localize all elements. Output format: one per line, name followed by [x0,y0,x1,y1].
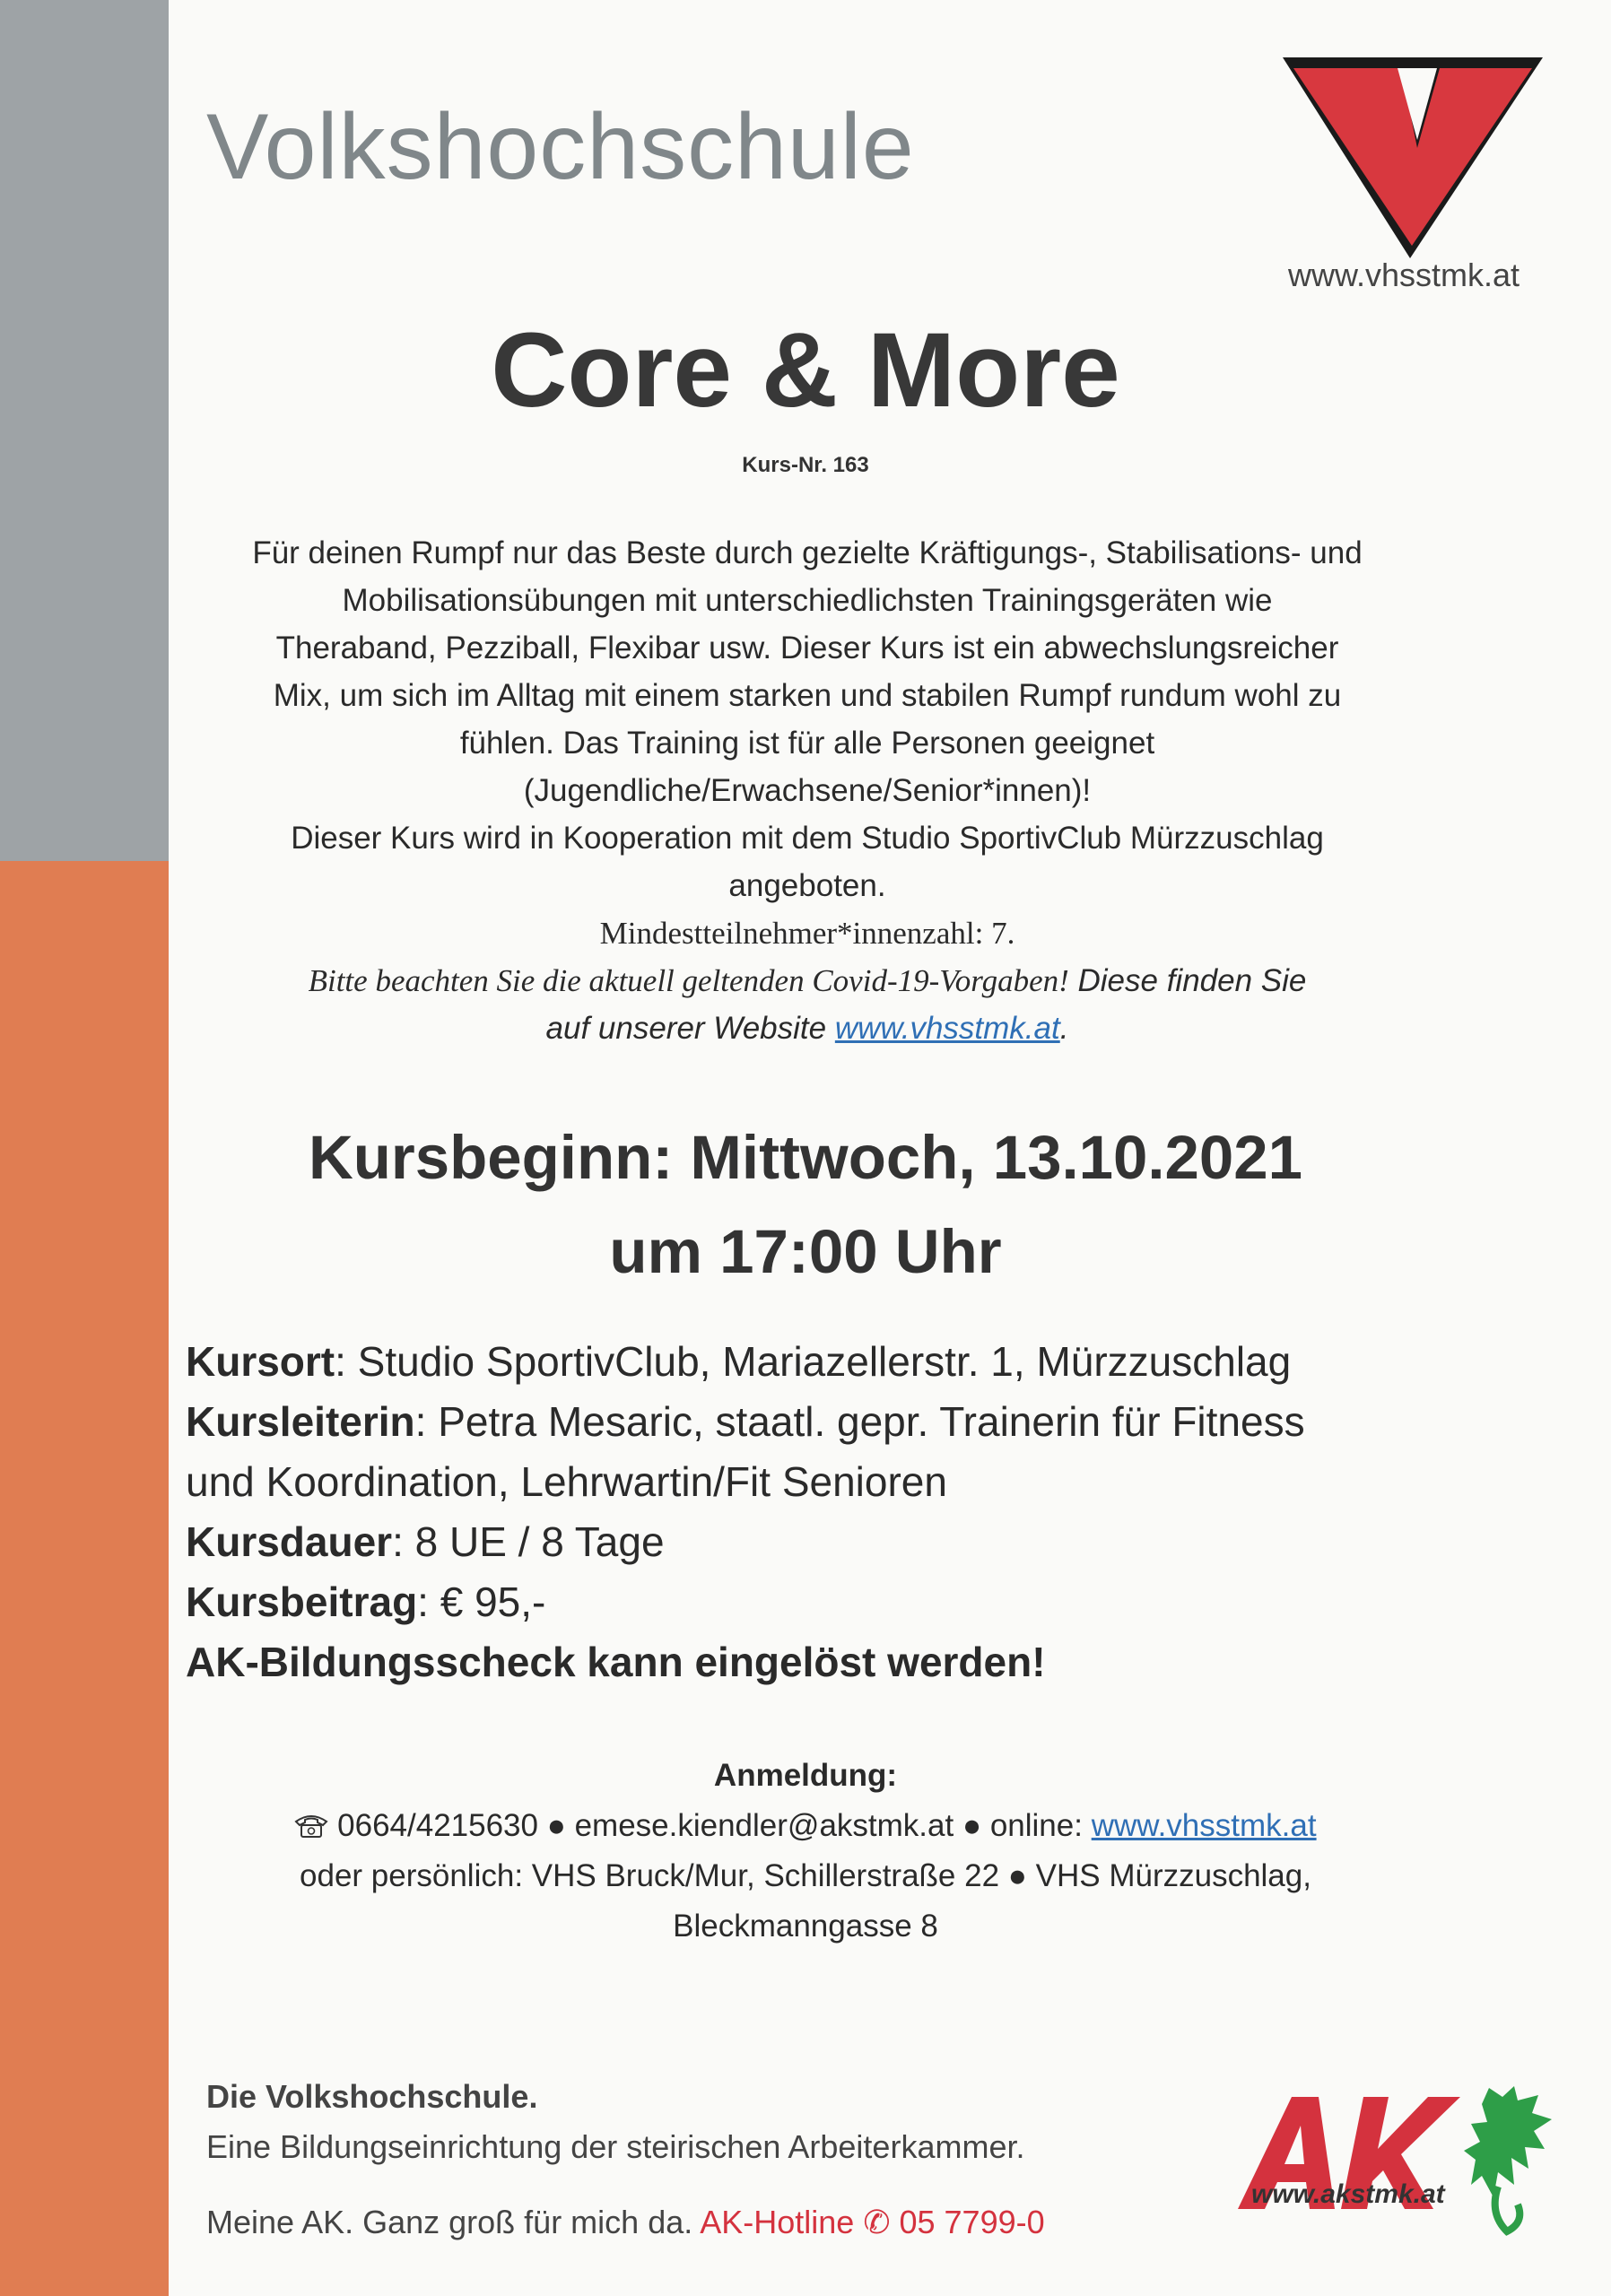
logo-url: www.vhsstmk.at [1288,257,1520,293]
course-title: Core & More [491,311,1120,430]
slogan-text: Meine AK. Ganz groß für mich da. [206,2204,701,2240]
description-line: Mix, um sich im Alltag mit einem starken und stabilen Rumpf rundum wohl zu [273,678,1342,713]
detail-value: : Petra Mesaric, staatl. gepr. Trainerin für Fitness [414,1398,1305,1445]
covid-note-sans: Diese finden Sie [1068,963,1307,998]
footer-heading: Die Volkshochschule. [206,2078,538,2115]
vhs-triangle-logo-icon [1283,54,1543,260]
phone-icon [294,1813,328,1839]
separator: ● [954,1808,990,1843]
registration-heading: Anmeldung: [713,1758,898,1793]
registration-contacts [0,1801,1611,1851]
voucher-text: AK-Bildungsscheck kann eingelöst werden! [186,1639,1046,1685]
brand-title: Volkshochschule [206,95,915,199]
course-start-time: um 17:00 Uhr [609,1217,1002,1286]
online-label: online: [989,1808,1092,1843]
detail-instructor [186,1392,1531,1452]
description-line: Für deinen Rumpf nur das Beste durch gezielte Kräftigungs-, Stabilisations- und [252,535,1363,570]
email-address[interactable]: emese.kiendler@akstmk.at [574,1808,954,1843]
detail-label: Kursleiterin [186,1398,415,1445]
ak-url: www.akstmk.at [1251,2179,1445,2209]
detail-value: : € 95,- [417,1578,546,1625]
detail-value: : 8 UE / 8 Tage [392,1518,665,1565]
description-line: Dieser Kurs wird in Kooperation mit dem Studio SportivClub Mürzzuschlag [291,821,1324,856]
covid-prefix: auf unserer Website [545,1011,835,1046]
footer [206,2072,1045,2248]
detail-label: Kursort [186,1338,335,1385]
separator: ● [537,1808,575,1843]
ak-logo-icon [1229,2079,1565,2249]
registration-address: Bleckmanngasse 8 [673,1909,938,1944]
description-line: angeboten. [728,868,886,903]
detail-label: Kursbeitrag [186,1578,418,1625]
covid-suffix: . [1059,1011,1069,1046]
detail-duration [186,1512,1531,1572]
detail-label: Kursdauer [186,1518,393,1565]
course-start-date: Kursbeginn: Mittwoch, 13.10.2021 [308,1123,1303,1192]
detail-value: : Studio SportivClub, Mariazellerstr. 1, Mürzzuschlag [335,1338,1292,1385]
ak-hotline: AK-Hotline ✆ 05 7799-0 [700,2204,1045,2240]
website-link[interactable]: www.vhsstmk.at [834,1011,1060,1046]
course-description [179,529,1435,1052]
registration [0,1751,1611,1952]
detail-fee [186,1572,1531,1632]
footer-subtitle: Eine Bildungseinrichtung der steirischen Arbeiterkammer. [206,2128,1025,2165]
covid-note-serif: Bitte beachten Sie die aktuell geltenden Covid-19-Vorgaben! [308,963,1069,998]
covid-note-line2 [179,1004,1435,1052]
min-participants: Mindestteilnehmer*innenzahl: 7. [599,916,1015,951]
styrian-panther-icon [1464,2086,1552,2231]
course-start [0,1110,1611,1299]
description-line: Mobilisationsübungen mit unterschiedlichsten Trainingsgeräten wie [342,583,1273,618]
side-bar-orange [0,861,169,2296]
course-number: Kurs-Nr. 163 [742,453,869,477]
description-line: fühlen. Das Training ist für alle Personen geeignet [459,726,1155,761]
description-line: Theraband, Pezziball, Flexibar usw. Dieser Kurs ist ein abwechslungsreicher [275,631,1339,665]
voucher-note [186,1632,1531,1692]
registration-in-person: oder persönlich: VHS Bruck/Mur, Schillerstraße 22 ● VHS Mürzzuschlag, [300,1858,1311,1893]
course-details [186,1332,1531,1692]
covid-note-line1 [179,957,1435,1004]
online-link[interactable]: www.vhsstmk.at [1091,1808,1317,1843]
detail-location [186,1332,1531,1392]
phone-number[interactable]: 0664/4215630 [337,1808,538,1843]
detail-instructor-cont: und Koordination, Lehrwartin/Fit Senioren [186,1458,947,1505]
description-line: (Jugendliche/Erwachsene/Senior*innen)! [523,773,1092,808]
footer-slogan [206,2197,1045,2248]
